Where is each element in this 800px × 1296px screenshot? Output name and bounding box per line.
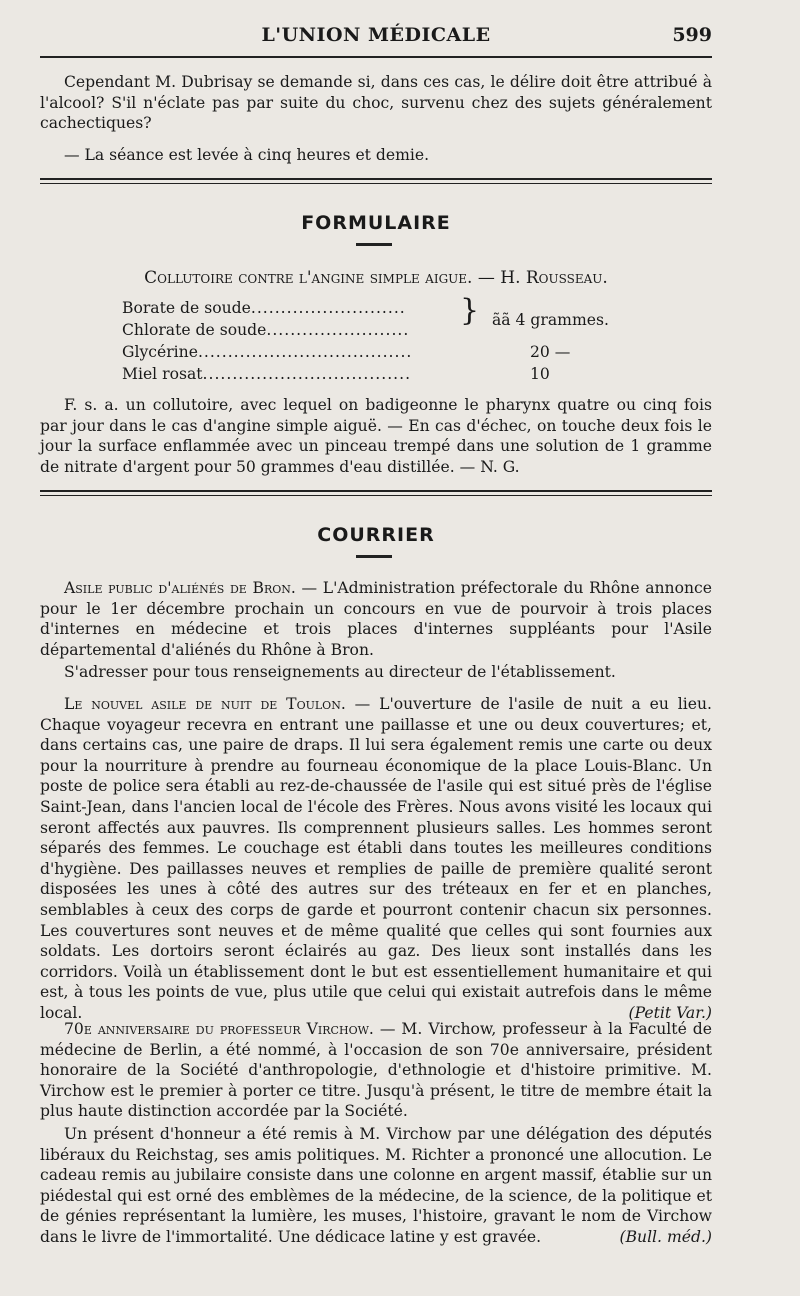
ingredient-row: Glycérine....................................: [122, 343, 413, 361]
ingredient-amount: 20 —: [530, 343, 571, 361]
recipe-heading: Collutoire contre l'angine simple aigue. — H. Rousseau.: [144, 268, 608, 288]
header-rule: [40, 56, 712, 58]
ingredient-row: Chlorate de soude........................: [122, 321, 410, 339]
source-citation: (Petit Var.): [628, 1003, 712, 1022]
news-item-virchow: 70e anniversaire du professeur Virchow. — M. Virchow, professeur à la Faculté de médecine de Berlin, a été nommé, à l'occasion de son 70e anniversaire, président honoraire de la Société d'anthropologie, d'ethnologie et d'histoire primitive. M. Virchow est le premier à porter ce titre. Jusqu'à présent, le titre de membre était la plus haute distinction accordée par la Société.: [40, 1020, 712, 1121]
news-item-bron: Asile public d'aliénés de Bron. — L'Administration préfectorale du Rhône annonce pour le 1er décembre prochain un concours en vue de pourvoir à trois places d'internes en médecine et trois places d'internes suppléants pour l'Asile départemental d'aliénés du Rhône à Bron.: [40, 579, 712, 659]
brace-icon: }: [460, 293, 480, 328]
section-divider: [40, 178, 712, 184]
formulaire-title: FORMULAIRE: [301, 212, 451, 234]
ingredient-row: Miel rosat...................................: [122, 365, 412, 383]
ingredient-amount: 10: [530, 365, 550, 383]
session-closed-line: — La séance est levée à cinq heures et demie.: [64, 146, 430, 164]
news-item-virchow-gift: Un présent d'honneur a été remis à M. Virchow par une délégation des députés libéraux du Reichstag, ses amis politiques. M. Richter a prononcé une allocution. Le cadeau remis au jubilaire consiste dans une colonne en argent massif, établie sur un piédestal qui est orné des emblèmes de la médecine, de la science, de la politique et de génies représentant la lumière, les muses, l'histoire, gravant le nom de Virchow dans le livre de l'immortalité. Une dédicace latine y est gravée. (Bull. méd.): [40, 1125, 712, 1246]
news-item-toulon: Le nouvel asile de nuit de Toulon. — L'ouverture de l'asile de nuit a eu lieu. Chaque voyageur recevra en entrant une paillasse et une ou deux couvertures; et, dans certains cas, une paire de draps. Il lui sera également remis une carte ou deux pour la nourriture à prendre au fourneau économique de la place Louis-Blanc. Un poste de police sera établi au rez-de-chaussée de l'asile qui est situé près de l'église Saint-Jean, dans l'ancien local de l'école des Frères. Nous avons visité les locaux qui seront affectés aux pauvres. Ils comprennent plusieurs salles. Les hommes seront séparés des femmes. Le couchage est établi dans toutes les meilleures conditions d'hygiène. Des paillasses neuves et remplies de paille de première qualité seront disposées les unes à côté des autres sur des tréteaux en fer et en planches, semblables à ceux des corps de garde et pourront contenir chacun six personnes. Les couvertures sont neuves et de même qualité que celles qui sont fournies aux soldats. Les dortoirs seront éclairés au gaz. Des lieux sont installés dans les corridors. Voilà un établissement dont le but est essentiellement humanitaire et qui est, à tous les points de vue, plus utile que celui qui existait autrefois dans le même local. (Petit Var.): [40, 695, 712, 1022]
shared-amount: ãã 4 grammes.: [492, 311, 609, 329]
journal-title: L'UNION MÉDICALE: [261, 24, 491, 46]
title-underline: [356, 243, 392, 246]
ingredient-row: Borate de soude..........................: [122, 299, 406, 317]
source-citation: (Bull. méd.): [619, 1227, 712, 1246]
courrier-title: COURRIER: [317, 524, 435, 546]
section-divider: [40, 490, 712, 496]
recipe-instructions: F. s. a. un collutoire, avec lequel on badigeonne le pharynx quatre ou cinq fois par jour dans le cas d'angine simple aiguë. — En cas d'échec, on touche deux fois le jour la surface enflammée avec un pinceau trempé dans une solution de 1 gramme de nitrate d'argent pour 50 grammes d'eau distillée. — N. G.: [40, 396, 712, 476]
news-item-bron-contact: S'adresser pour tous renseignements au directeur de l'établissement.: [64, 663, 616, 681]
title-underline: [356, 555, 392, 558]
intro-paragraph: Cependant M. Dubrisay se demande si, dans ces cas, le délire doit être attribué à l'alcool? S'il n'éclate pas par suite du choc, survenu chez des sujets généralement cachectiques?: [40, 73, 712, 133]
running-header: [40, 22, 712, 52]
page-number: 599: [672, 24, 712, 46]
